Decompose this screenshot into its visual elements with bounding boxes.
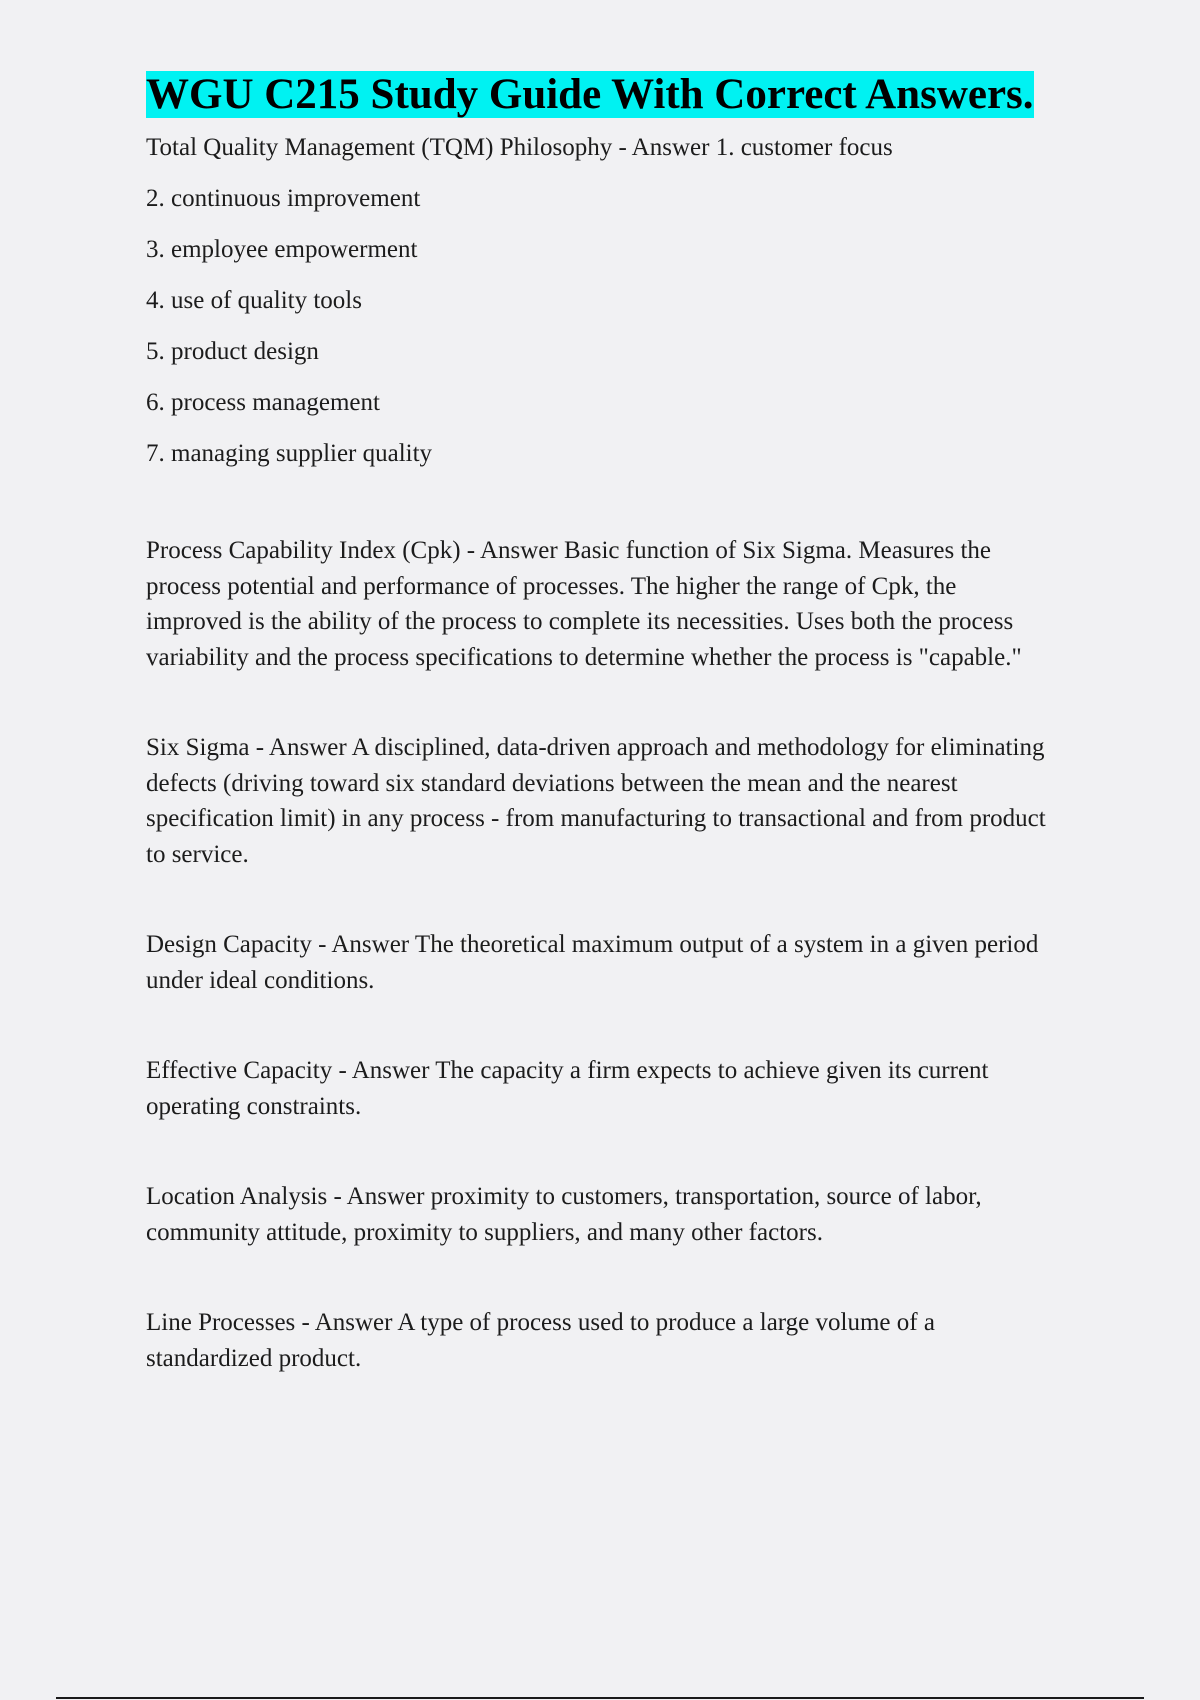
entry-six-sigma: Six Sigma - Answer A disciplined, data-driven approach and methodology for eliminating defects (driving toward six standard deviations between the mean and the nearest specification limit) in any process - from manufacturing to transactional and from product to service. bbox=[146, 734, 1046, 868]
entry-line-processes: Line Processes - Answer A type of process used to produce a large volume of a standardized product. bbox=[146, 1309, 935, 1372]
list-item: 4. use of quality tools bbox=[146, 287, 362, 314]
entry-location-analysis: Location Analysis - Answer proximity to customers, transportation, source of labor, community attitude, proximity to suppliers, and many other factors. bbox=[146, 1183, 982, 1246]
list-item: 7. managing supplier quality bbox=[146, 440, 433, 467]
entry-effective-capacity: Effective Capacity - Answer The capacity a firm expects to achieve given its current operating constraints. bbox=[146, 1057, 989, 1120]
tqm-list bbox=[146, 134, 1046, 468]
document-page bbox=[146, 68, 1046, 1376]
list-item: 3. employee empowerment bbox=[146, 236, 418, 263]
list-item: 6. process management bbox=[146, 389, 380, 416]
list-item: 5. product design bbox=[146, 338, 319, 365]
entry-cpk: Process Capability Index (Cpk) - Answer Basic function of Six Sigma. Measures the process potential and performance of processes. The higher the range of Cpk, the improved is the ability of the process to complete its necessities. Uses both the process variability and the process specifications to determine whether the process is "capable." bbox=[146, 537, 1022, 671]
tqm-first-line: Total Quality Management (TQM) Philosophy - Answer 1. customer focus bbox=[146, 134, 893, 161]
document-title bbox=[146, 68, 1046, 122]
page-bottom-rule bbox=[56, 1697, 1144, 1699]
entry-design-capacity: Design Capacity - Answer The theoretical maximum output of a system in a given period under ideal conditions. bbox=[146, 931, 1039, 994]
list-item: 2. continuous improvement bbox=[146, 185, 421, 212]
title-highlight: WGU C215 Study Guide With Correct Answers. bbox=[146, 71, 1034, 118]
